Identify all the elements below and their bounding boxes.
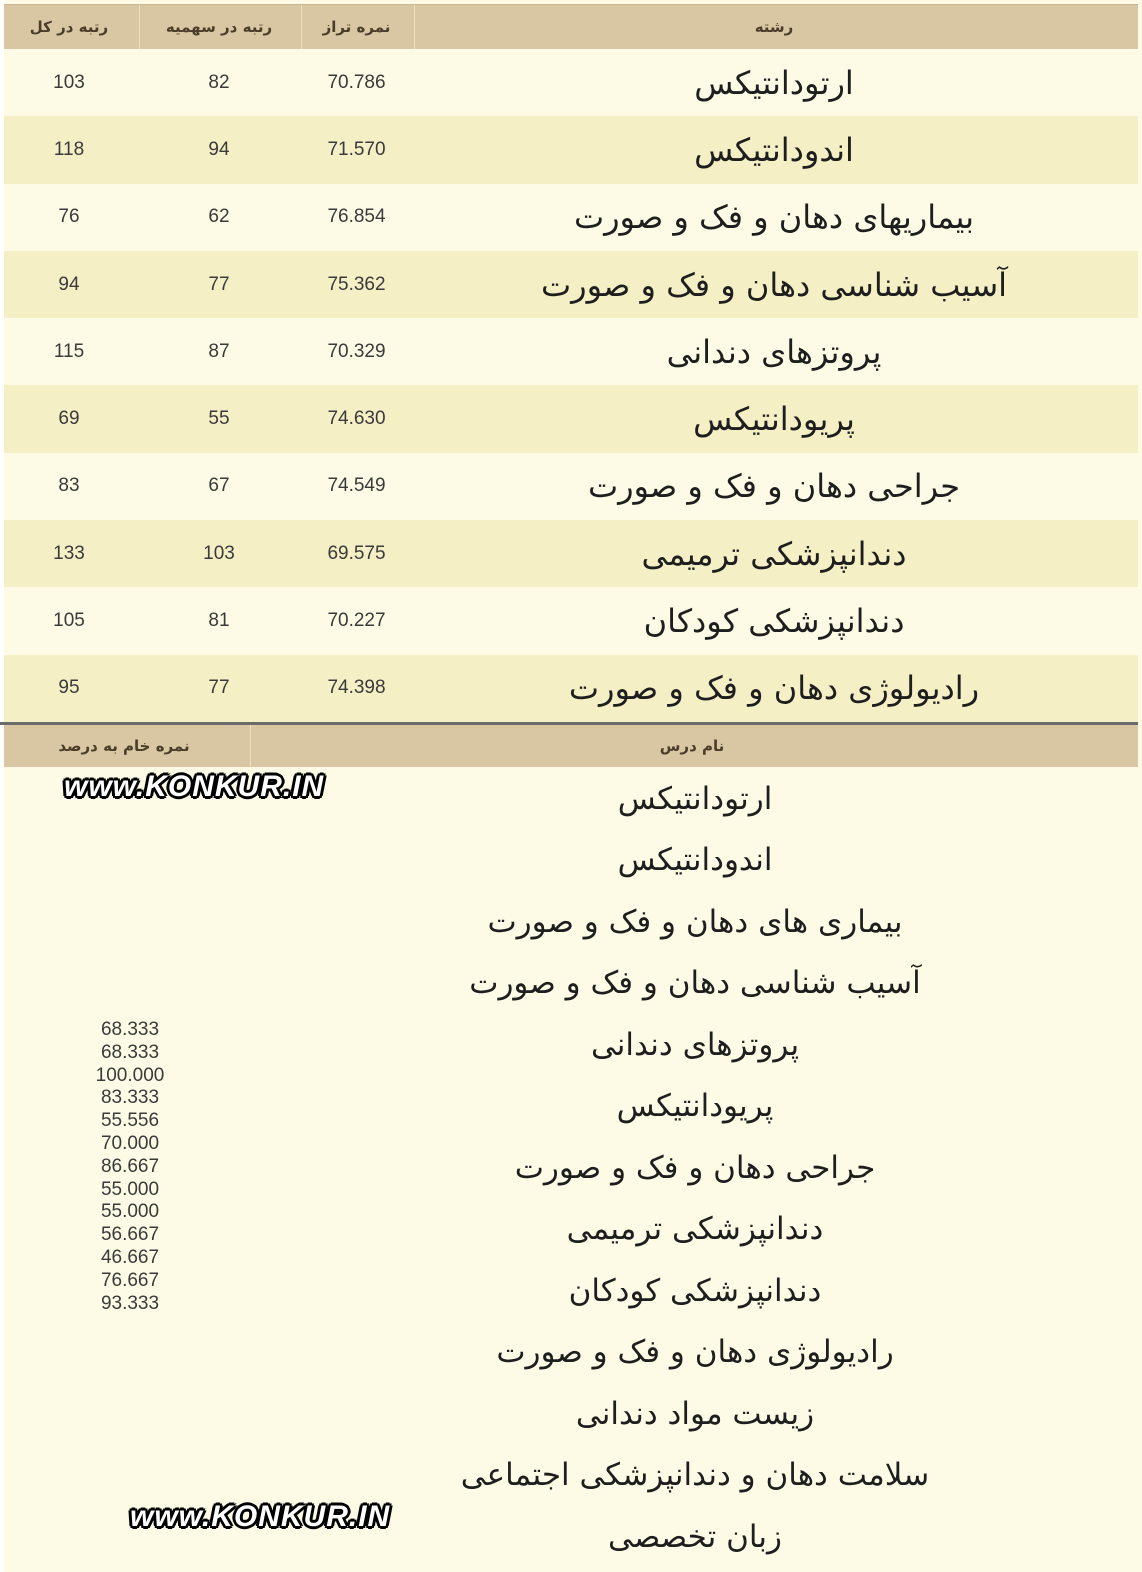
list-item: دندانپزشکی ترمیمی [566,1211,824,1248]
percent-value: 83.333 [100,1087,160,1109]
field-cell: پروتزهای دندانی [666,332,882,371]
header-separator [250,725,251,767]
quota-rank-cell: 77 [208,677,230,699]
field-cell: پریودانتیکس [693,400,855,439]
total-rank-cell: 118 [53,138,85,160]
raw-scores-header [4,725,1138,767]
list-item: رادیولوژی دهان و فک و صورت [496,1334,894,1371]
percent-value: 93.333 [100,1292,160,1314]
header-separator [414,5,415,49]
table-row [4,520,1138,587]
score-cell: 71.570 [327,138,386,160]
list-item: جراحی دهان و فک و صورت [514,1149,876,1186]
header-separator [139,5,140,49]
total-rank-cell: 69 [58,408,80,430]
percent-value: 55.000 [100,1178,160,1200]
field-cell: جراحی دهان و فک و صورت [587,467,961,506]
score-cell: 70.227 [327,610,386,632]
list-item: پروتزهای دندانی [590,1026,800,1063]
score-cell: 70.329 [327,340,386,362]
score-cell: 69.575 [327,542,386,564]
table-row [4,251,1138,318]
quota-rank-cell: 55 [208,408,230,430]
quota-rank-cell: 87 [208,340,230,362]
field-cell: رادیولوژی دهان و فک و صورت [568,669,980,708]
header-separator [301,5,302,49]
table-row [4,116,1138,183]
table-row [4,49,1138,116]
percent-value: 55.556 [100,1110,160,1132]
percent-value: 100.000 [95,1064,165,1086]
header-course-name: نام درس [659,737,725,755]
score-cell: 75.362 [327,273,386,295]
quota-rank-cell: 94 [208,138,230,160]
quota-rank-cell: 62 [208,206,230,228]
quota-rank-cell: 103 [203,542,235,564]
list-item: اندودانتیکس [617,842,773,879]
quota-rank-cell: 82 [208,71,230,93]
list-item: آسیب شناسی دهان و فک و صورت [469,965,921,1002]
total-rank-cell: 95 [58,677,80,699]
score-cell: 74.630 [327,408,386,430]
field-cell: آسیب شناسی دهان و فک و صورت [541,265,1008,304]
quota-rank-cell: 81 [208,610,230,632]
total-rank-cell: 83 [58,475,80,497]
results-table-header [4,4,1138,49]
table-row [4,453,1138,520]
header-raw-percent: نمره خام به درصد [58,737,190,755]
table-row [4,655,1138,722]
total-rank-cell: 105 [53,610,85,632]
total-rank-cell: 133 [53,542,85,564]
list-item: ارتودانتیکس [617,780,773,817]
percent-value: 68.333 [100,1041,160,1063]
field-cell: بیماریهای دهان و فک و صورت [573,198,975,237]
watermark: www.KONKUR.IN [130,1500,391,1533]
table-row [4,184,1138,251]
percent-value: 68.333 [100,1019,160,1040]
percent-value: 56.667 [100,1224,160,1246]
watermark: www.KONKUR.IN [64,770,325,803]
list-item: پریودانتیکس [616,1088,774,1125]
total-rank-cell: 103 [53,71,85,93]
percent-value: 86.667 [100,1155,160,1177]
field-cell: اندودانتیکس [694,130,854,169]
list-item: دندانپزشکی کودکان [568,1272,822,1309]
field-cell: دندانپزشکی ترمیمی [641,534,907,573]
score-cell: 74.398 [327,677,386,699]
list-item: بیماری های دهان و فک و صورت [487,903,903,940]
table-row [4,385,1138,452]
results-table [4,4,1138,722]
score-cell: 70.786 [327,71,386,93]
list-item: زبان تخصصی [608,1518,782,1555]
field-cell: ارتودانتیکس [694,63,854,102]
percent-value: 70.000 [100,1132,160,1154]
course-list [400,768,990,1568]
header-score: نمره تراز [322,18,391,36]
header-field: رشته [754,18,794,36]
header-total-rank: رتبه در کل [29,18,109,36]
total-rank-cell: 76 [58,206,80,228]
field-cell: دندانپزشکی کودکان [643,602,905,641]
header-quota-rank: رتبه در سهمیه [165,18,273,36]
table-row [4,318,1138,385]
quota-rank-cell: 77 [208,273,230,295]
table-row [4,587,1138,654]
raw-percent-list [70,1019,190,1315]
total-rank-cell: 115 [53,340,85,362]
score-cell: 76.854 [327,206,386,228]
percent-value: 46.667 [100,1246,160,1268]
list-item: زیست مواد دندانی [575,1395,815,1432]
percent-value: 55.000 [100,1201,160,1223]
list-item: سلامت دهان و دندانپزشکی اجتماعی [460,1457,930,1494]
total-rank-cell: 94 [58,273,80,295]
percent-value: 76.667 [100,1269,160,1291]
quota-rank-cell: 67 [208,475,230,497]
score-cell: 74.549 [327,475,386,497]
